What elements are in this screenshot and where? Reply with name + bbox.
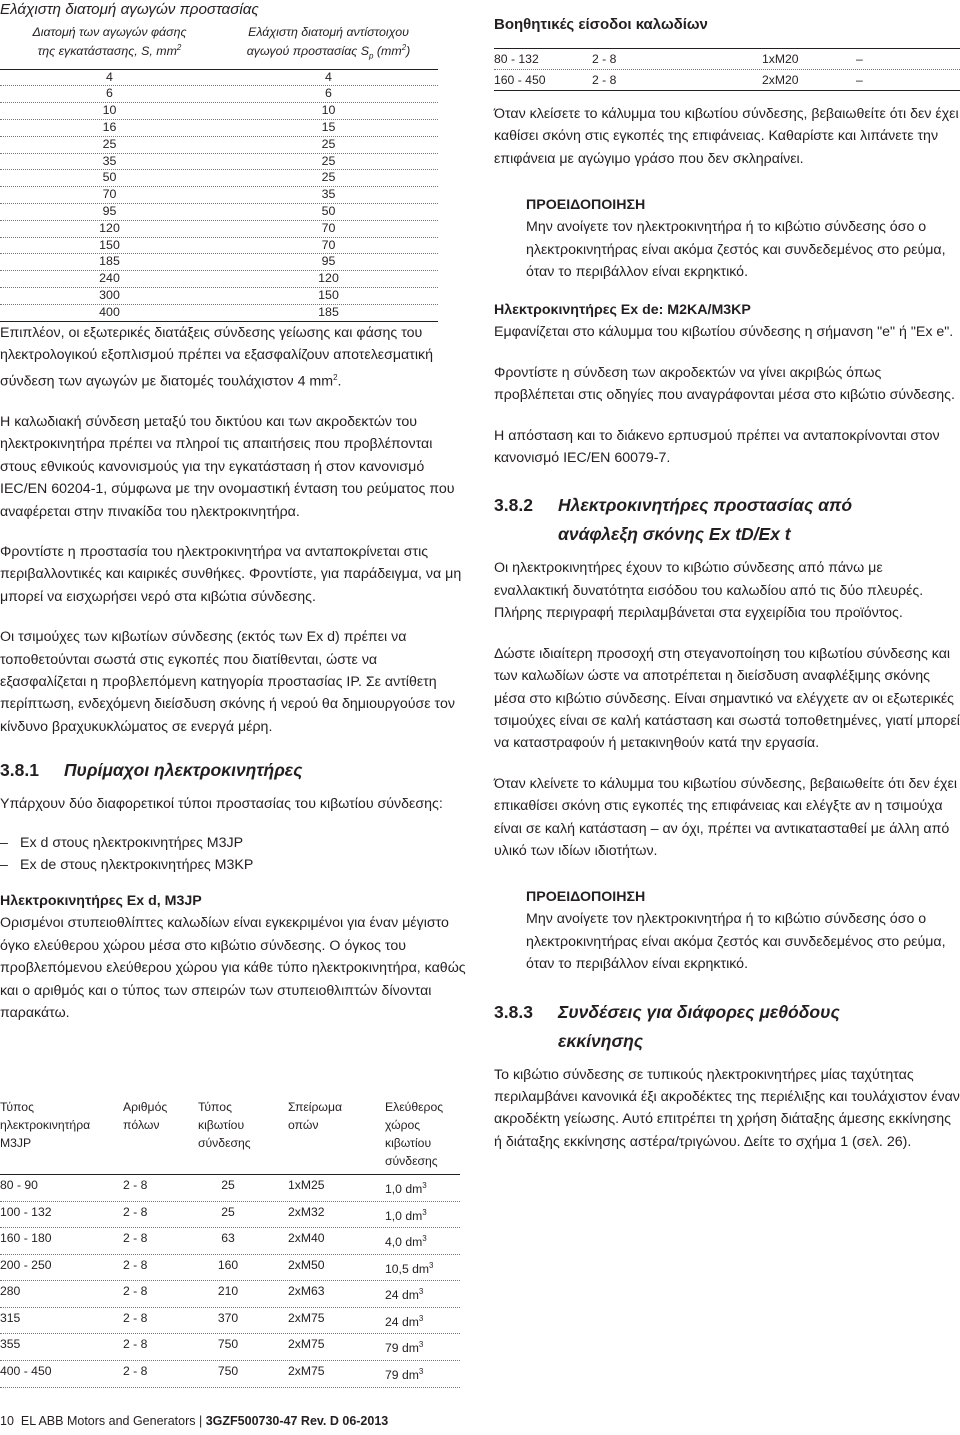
paragraph: Ορισμένοι στυπειοθλίπτες καλωδίων είναι εγκεκριμένοι για έναν μέγιστο όγκο ελεύθερου χώρου μέσα στο κιβώτιο σύνδεσης. Ο όγκος του προβλεπόμενου ελεύθερου χώρου για κάθε τύπο ηλεκτροκινητήρα, καθώς και ο αριθμός και ο τύπος των σπειρών των στυπειοθλιπτών δίνονται παρακάτω. — [0, 915, 466, 1022]
table-row — [0, 1228, 460, 1255]
list-item: – Ex d στους ηλεκτροκινητήρες M3JP — [0, 834, 244, 851]
table-cell: 150 — [318, 287, 339, 302]
table-cell: 2 - 8 — [123, 1337, 148, 1352]
table-cell: 80 - 90 — [0, 1178, 38, 1192]
table-cell: 70 — [102, 187, 117, 202]
cross-section-title: Ελάχιστη διατομή αγωγών προστασίας — [0, 1, 259, 18]
table-row — [0, 103, 438, 120]
table-header-protective: Ελάχιστη διατομή αντίστοιχου αγωγού προστασίας $S_p$ $(mm^2)$ — [246, 25, 411, 61]
aux-cable-rows — [494, 49, 960, 90]
table-row — [0, 1361, 460, 1388]
table-cell: 2 - 8 — [123, 1284, 148, 1299]
warning-box — [526, 194, 960, 283]
paragraph: Φροντίστε η σύνδεση των ακροδεκτών να γίνει ακριβώς όπως προβλέπεται στις οδηγίες που αναγράφονται μέσα στο κιβώτιο σύνδεσης. — [494, 364, 955, 404]
page-number: 10 — [0, 1414, 14, 1428]
table-cell: 10,5 $dm^3$ — [385, 1260, 434, 1276]
table-cell: 95 — [321, 254, 336, 269]
footer-lang: EL ABB Motors and Generators — [20, 1414, 196, 1428]
paragraph: Φροντίστε η προστασία του ηλεκτροκινητήρα να ανταποκρίνεται στις περιβαλλοντικές και καιρικές συνθήκες. Φροντίστε, για παράδειγμα, να μη μπορεί να εισχωρήσει νερό στα κιβώτια σύνδεσης. — [0, 543, 462, 605]
table-cell: 2xM75 — [288, 1337, 325, 1352]
table-cell: 750 — [217, 1337, 239, 1352]
table-cell: 2xM40 — [288, 1231, 325, 1246]
table-cell: 50 — [102, 170, 117, 185]
table-cell: 120 — [99, 220, 120, 235]
table-row — [0, 1255, 460, 1282]
table-cell: 10 — [102, 103, 117, 118]
paragraph: Οι τσιμούχες των κιβωτίων σύνδεσης (εκτός των Ex d) πρέπει να τοποθετούνται σωστά στις εγκοπές που διατίθενται, ώστε να εξασφαλίζεται η προβλεπόμενη κατηγορία προστασίας IP. Σε αντίθετη περίπτωση, ενδεχόμενη διείσδυση σκόνης ή νερού θα δημιουργούσε τον κίνδυνο βραχυκυκλώματος σε ενεργά μέρη. — [0, 629, 455, 735]
motor-table-rows — [0, 1175, 460, 1388]
table-cell: 355 — [0, 1337, 21, 1352]
right-body — [494, 103, 960, 1153]
table-cell: 400 — [99, 304, 120, 319]
table-cell: 70 — [321, 237, 336, 252]
table-cell: 200 - 250 — [0, 1257, 52, 1272]
paragraph: Η καλωδιακή σύνδεση μεταξύ του δικτύου και των ακροδεκτών του ηλεκτροκινητήρα πρέπει να πληροί τις απαιτήσεις που προβλέπονται στους εθνικούς κανονισμούς για την εγκατάσταση ή στον κανονισμό IEC/EN 60204-1, σύμφωνα με την ονομαστική ένταση του ρεύματος που αναφέρεται στην πινακίδα του ηλεκτροκινητήρα. — [0, 413, 455, 520]
table-cell: 6 — [106, 86, 113, 101]
section-heading-382: 3.8.2 Ηλεκτροκινητήρες προστασίας από ανάφλεξη σκόνης Ex tD/Ex t — [494, 495, 853, 545]
table-cell: 35 — [102, 153, 117, 168]
table-cell: 2xM32 — [288, 1204, 325, 1219]
paragraph: Οι ηλεκτροκινητήρες έχουν το κιβώτιο σύνδεσης από πάνω με εναλλακτική δυνατότητα εισόδου του καλωδίου από τις δύο πλευρές. Πλήρης περιγραφή περιλαμβάνεται στα εγχειρίδια του προϊόντος. — [494, 560, 924, 622]
table-cell: 25 — [102, 136, 117, 151]
table-cell: 6 — [325, 86, 332, 101]
table-cell: 160 - 450 — [494, 73, 546, 87]
table-cell: 2xM50 — [288, 1257, 325, 1272]
table-row — [0, 221, 438, 238]
table-cell: – — [856, 73, 863, 87]
table-row — [0, 86, 438, 103]
table-row — [0, 288, 438, 305]
table-cell: 2xM75 — [288, 1310, 325, 1325]
table-row — [0, 254, 438, 271]
subheading: Ηλεκτροκινητήρες Ex d, M3JP — [0, 893, 202, 910]
paragraph: Επιπλέον, οι εξωτερικές διατάξεις σύνδεσης γείωσης και φάσης του ηλεκτρολογικού εξοπλισμού πρέπει να εξασφαλίζουν αποτελεσματική σύνδεση των αγωγών με διατομές τουλάχιστον 4 $mm^2$. — [0, 325, 433, 390]
section-heading-383: 3.8.3 Συνδέσεις για διάφορες μεθόδους εκκίνησης — [494, 1001, 840, 1051]
page-footer: 10 EL ABB Motors and Generators | 3GZF500730-47 Rev. D 06-2013 — [0, 1414, 389, 1428]
paragraph: Το κιβώτιο σύνδεσης σε τυπικούς ηλεκτροκινητήρες μίας ταχύτητας περιλαμβάνει κανονικά έξι ακροδέκτες της περιέλιξης και τουλάχιστον έναν ακροδέκτη γείωσης. Αυτό επιτρέπει τη χρήση διάταξης άμεσης εκκίνησης ή διάταξης εκκίνησης αστέρα/τριγώνου. Δείτε το σχήμα 1 (σελ. 26). — [494, 1066, 960, 1150]
table-header-phase: Διατομή των αγωγών φάσης της εγκατάστασης, S, $mm^2$ — [32, 25, 187, 59]
table-cell: 25 — [321, 170, 336, 185]
table-cell: 79 $dm^3$ — [385, 1366, 424, 1382]
table-row — [0, 137, 438, 154]
table-cell: 2 - 8 — [123, 1257, 148, 1272]
table-row — [0, 120, 438, 137]
table-cell: 25 — [221, 1204, 235, 1219]
table-cell: 160 — [217, 1257, 239, 1272]
table-row — [0, 204, 438, 221]
cross-section-table — [0, 24, 438, 322]
table-cell: 15 — [321, 119, 336, 134]
table-cell: 50 — [321, 203, 336, 218]
table-cell: 80 - 132 — [494, 52, 539, 66]
motor-table-header: Τύπος ηλεκτροκινητήρα M3JP Αριθμός πόλων Τύπος κιβωτίου σύνδεσης Σπείρωμα οπών Ελεύθερος χώρος κιβωτίου σύνδεσης — [0, 1098, 460, 1175]
table-cell: 400 - 450 — [0, 1363, 52, 1378]
paragraph: Εμφανίζεται στο κάλυμμα του κιβωτίου σύνδεσης η σήμανση "e" ή "Ex e". — [494, 324, 954, 341]
table-cell: 120 — [318, 271, 339, 286]
table-cell: 35 — [321, 187, 336, 202]
table-row — [0, 1202, 460, 1229]
list — [0, 832, 466, 877]
table-row — [0, 1308, 460, 1335]
aux-cable-title: Βοηθητικές είσοδοι καλωδίων — [494, 16, 708, 33]
table-cell: 210 — [217, 1284, 239, 1299]
warning-title: ΠΡΟΕΙΔΟΠΟΙΗΣΗ — [526, 197, 646, 214]
table-cell: 4,0 $dm^3$ — [385, 1234, 427, 1250]
table-row — [0, 238, 438, 255]
table-row — [0, 1281, 460, 1308]
table-cell: 185 — [99, 254, 120, 269]
table-cell: 95 — [102, 203, 117, 218]
table-cell: 2 - 8 — [123, 1178, 148, 1192]
paragraph: Δώστε ιδιαίτερη προσοχή στη στεγανοποίηση του κιβωτίου σύνδεσης και των καλωδίων ώστε να αποτρέπεται η διείσδυση αναφλέξιμης σκόνης μέσα στο κιβώτιο σύνδεσης. Είναι σημαντικό να ελέγχετε αν οι εξωτερικές τσιμούχες είναι σε καλή κατάσταση και σωστά τοποθετημένες, γιατί μπορεί να καταστραφούν ή μετακινηθούν κατά την εργασία. — [494, 645, 960, 752]
table-row — [0, 154, 438, 171]
table-cell: 24 $dm^3$ — [385, 1313, 424, 1329]
table-cell: 70 — [321, 220, 336, 235]
aux-cable-table — [494, 48, 960, 91]
table-cell: 1,0 $dm^3$ — [385, 1181, 427, 1197]
table-row — [0, 271, 438, 288]
warning-text: Μην ανοίγετε τον ηλεκτροκινητήρα ή το κιβώτιο σύνδεσης όσο ο ηλεκτροκινητήρας είναι ακόμα ζεστός και συνδεδεμένος στο ρεύμα, όταν το περιβάλλον είναι εκρηκτικό. — [526, 911, 946, 973]
table-cell: 10 — [321, 103, 336, 118]
doc-id: 3GZF500730-47 Rev. D 06-2013 — [205, 1414, 389, 1428]
table-cell: 25 — [321, 136, 336, 151]
table-cell: 160 - 180 — [0, 1231, 52, 1246]
table-cell: 2xM75 — [288, 1363, 325, 1378]
table-cell: 100 - 132 — [0, 1204, 52, 1219]
table-cell: 300 — [99, 287, 120, 302]
table-cell: 2 - 8 — [123, 1310, 148, 1325]
table-row — [0, 170, 438, 187]
table-cell: 150 — [99, 237, 120, 252]
table-cell: 79 $dm^3$ — [385, 1340, 424, 1356]
table-cell: 24 $dm^3$ — [385, 1287, 424, 1303]
left-body — [0, 322, 466, 1024]
table-cell: 25 — [221, 1178, 235, 1192]
table-cell: 280 — [0, 1284, 21, 1299]
subheading: Ηλεκτροκινητήρες Ex de: M2KA/M3KP — [494, 302, 751, 319]
table-cell: 750 — [217, 1363, 239, 1378]
paragraph: Όταν κλείσετε το κάλυμμα του κιβωτίου σύνδεσης, βεβαιωθείτε ότι δεν έχει καθίσει σκόνη στις εγκοπές της επιφάνειας. Καθαρίστε και λιπάνετε την επιφάνεια με αγώγιμο γράσο που δεν σκληραίνει. — [494, 106, 959, 167]
table-cell: 1xM20 — [762, 52, 799, 66]
cross-section-rows — [0, 70, 438, 321]
table-cell: 1,0 $dm^3$ — [385, 1207, 427, 1223]
table-row — [0, 187, 438, 204]
motor-table — [0, 1098, 460, 1388]
section-heading-381: 3.8.1 Πυρίμαχοι ηλεκτροκινητήρες — [0, 760, 303, 781]
table-row — [0, 1334, 460, 1361]
table-cell: 2 - 8 — [123, 1363, 148, 1378]
table-cell: 25 — [321, 153, 336, 168]
table-cell: 2 - 8 — [123, 1231, 148, 1246]
paragraph: Υπάρχουν δύο διαφορετικοί τύποι προστασίας του κιβωτίου σύνδεσης: — [0, 796, 443, 813]
list-item: – Ex de στους ηλεκτροκινητήρες M3KP — [0, 857, 254, 874]
table-cell: – — [856, 52, 863, 66]
warning-box — [526, 886, 960, 975]
table-row — [494, 49, 960, 70]
table-cell: 185 — [318, 304, 339, 319]
table-cell: 16 — [102, 119, 117, 134]
table-row — [0, 305, 438, 321]
warning-text: Μην ανοίγετε τον ηλεκτροκινητήρα ή το κιβώτιο σύνδεσης όσο ο ηλεκτροκινητήρας είναι ακόμα ζεστός και συνδεδεμένος στο ρεύμα, όταν το περιβάλλον είναι εκρηκτικό. — [526, 219, 946, 281]
table-cell: 63 — [221, 1231, 235, 1246]
table-cell: 315 — [0, 1310, 21, 1325]
paragraph: Η απόσταση και το διάκενο ερπυσμού πρέπει να ανταποκρίνονται στον κανονισμό IEC/EN 60079-7. — [494, 427, 940, 467]
table-row — [0, 70, 438, 87]
table-cell: 4 — [325, 69, 332, 84]
table-row — [0, 1175, 460, 1202]
paragraph: Όταν κλείνετε το κάλυμμα του κιβωτίου σύνδεσης, βεβαιωθείτε ότι δεν έχει επικαθίσει σκόνη στις εγκοπές της επιφάνειας και ελέγξτε αν η τσιμούχα είναι σε καλή κατάσταση – αν όχι, πρέπει να αντικατασταθεί με άλλη από υλικό των ιδίων ιδιοτήτων. — [494, 775, 957, 859]
table-cell: 370 — [217, 1310, 239, 1325]
table-cell: 2xM63 — [288, 1284, 325, 1299]
table-row — [494, 70, 960, 90]
table-cell: 2 - 8 — [123, 1204, 148, 1219]
table-cell: 1xM25 — [288, 1178, 325, 1192]
table-cell: 4 — [106, 69, 113, 84]
table-cell: 240 — [99, 271, 120, 286]
warning-title: ΠΡΟΕΙΔΟΠΟΙΗΣΗ — [526, 889, 646, 906]
table-cell: 2 - 8 — [592, 52, 617, 66]
table-cell: 2 - 8 — [592, 73, 617, 87]
table-cell: 2xM20 — [762, 73, 799, 87]
